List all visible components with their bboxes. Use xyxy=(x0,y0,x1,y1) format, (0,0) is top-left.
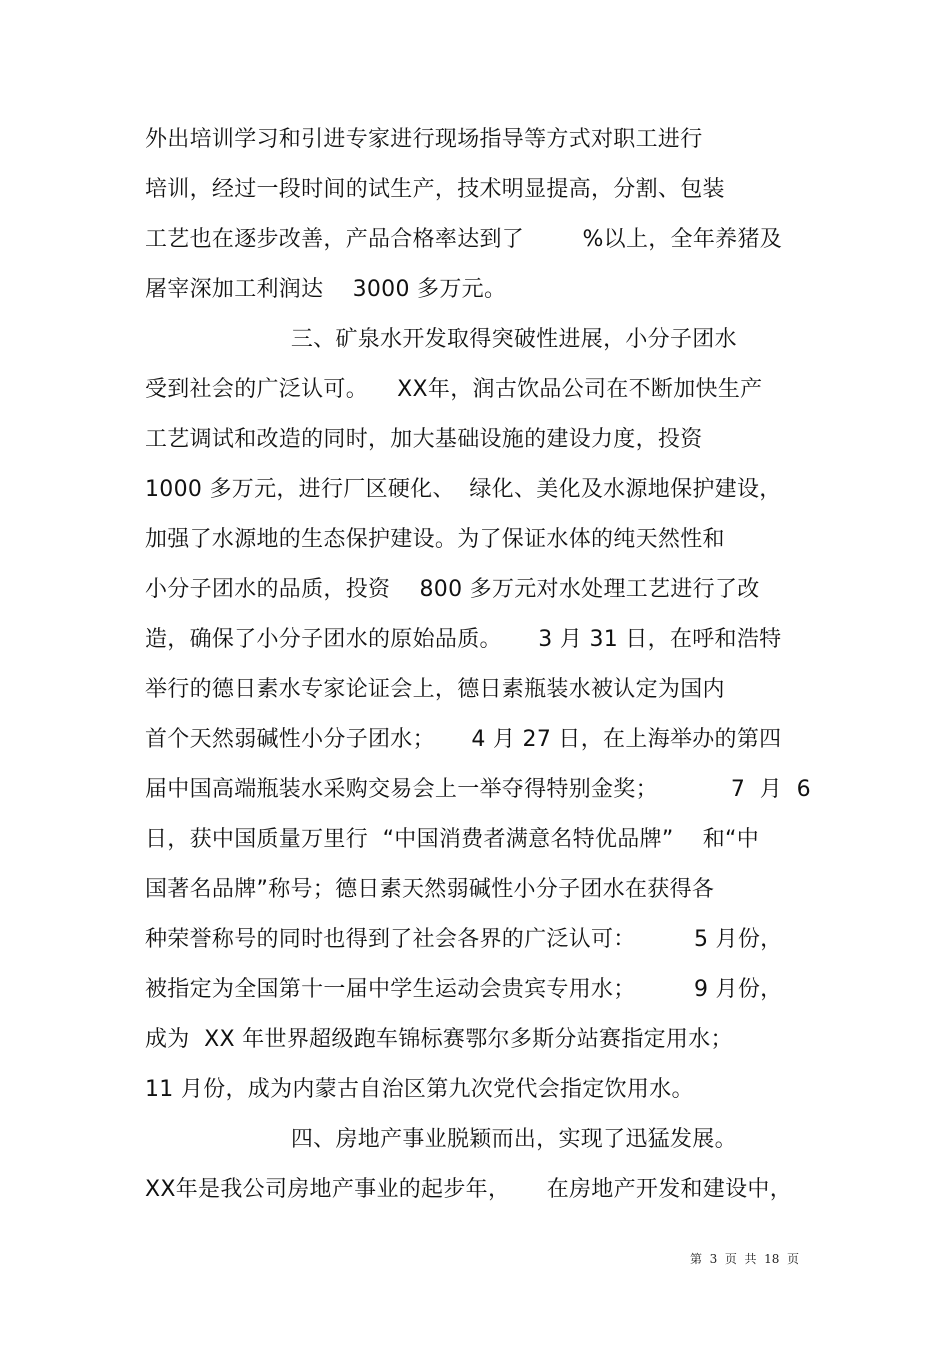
section-heading-line: 三、矿泉水开发取得突破性进展，小分子团水 xyxy=(145,327,737,352)
body-text-line: 造，确保了小分子团水的原始品质。 3 月 31 日，在呼和浩特 xyxy=(145,627,782,652)
body-text-line: 举行的德日素水专家论证会上，德日素瓶装水被认定为国内 xyxy=(145,677,725,702)
body-text-line: 工艺也在逐步改善，产品合格率达到了 %以上，全年养猪及 xyxy=(145,227,783,252)
body-text-line: 受到社会的广泛认可。 XX年，润古饮品公司在不断加快生产 xyxy=(145,377,763,402)
body-text-line: 外出培训学习和引进专家进行现场指导等方式对职工进行 xyxy=(145,127,703,152)
body-text-line: 国著名品牌”称号；德日素天然弱碱性小分子团水在获得各 xyxy=(145,877,715,902)
body-text-line: 成为 XX 年世界超级跑车锦标赛鄂尔多斯分站赛指定用水； xyxy=(145,1027,733,1052)
page-number-footer: 第 3 页 共 18 页 xyxy=(690,1252,800,1266)
body-text-line: 种荣誉称号的同时也得到了社会各界的广泛认可： 5 月份， xyxy=(145,927,783,952)
body-text-line: 工艺调试和改造的同时，加大基础设施的建设力度，投资 xyxy=(145,427,703,452)
body-text-line: 届中国高端瓶装水采购交易会上一举夺得特别金奖； 7 月 6 xyxy=(145,777,811,802)
body-text-line: 小分子团水的品质，投资 800 多万元对水处理工艺进行了改 xyxy=(145,577,760,602)
section-heading-line: 四、房地产事业脱颖而出，实现了迅猛发展。 xyxy=(145,1127,737,1152)
body-text-line: 1000 多万元，进行厂区硬化、 绿化、美化及水源地保护建设， xyxy=(145,477,782,502)
body-text-line: 屠宰深加工利润达 3000 多万元。 xyxy=(145,277,507,302)
body-text-line: 首个天然弱碱性小分子团水； 4 月 27 日，在上海举办的第四 xyxy=(145,727,782,752)
body-text-line: 被指定为全国第十一届中学生运动会贵宾专用水； 9 月份， xyxy=(145,977,783,1002)
body-text-line: 培训，经过一段时间的试生产，技术明显提高，分割、包装 xyxy=(145,177,725,202)
body-text-line: 加强了水源地的生态保护建设。为了保证水体的纯天然性和 xyxy=(145,527,725,552)
body-text-line: 11 月份，成为内蒙古自治区第九次党代会指定饮用水。 xyxy=(145,1077,694,1102)
body-text-line: XX年是我公司房地产事业的起步年， 在房地产开发和建设中， xyxy=(145,1177,793,1202)
body-text-line: 日，获中国质量万里行 “中国消费者满意名特优品牌” 和“中 xyxy=(145,827,760,852)
